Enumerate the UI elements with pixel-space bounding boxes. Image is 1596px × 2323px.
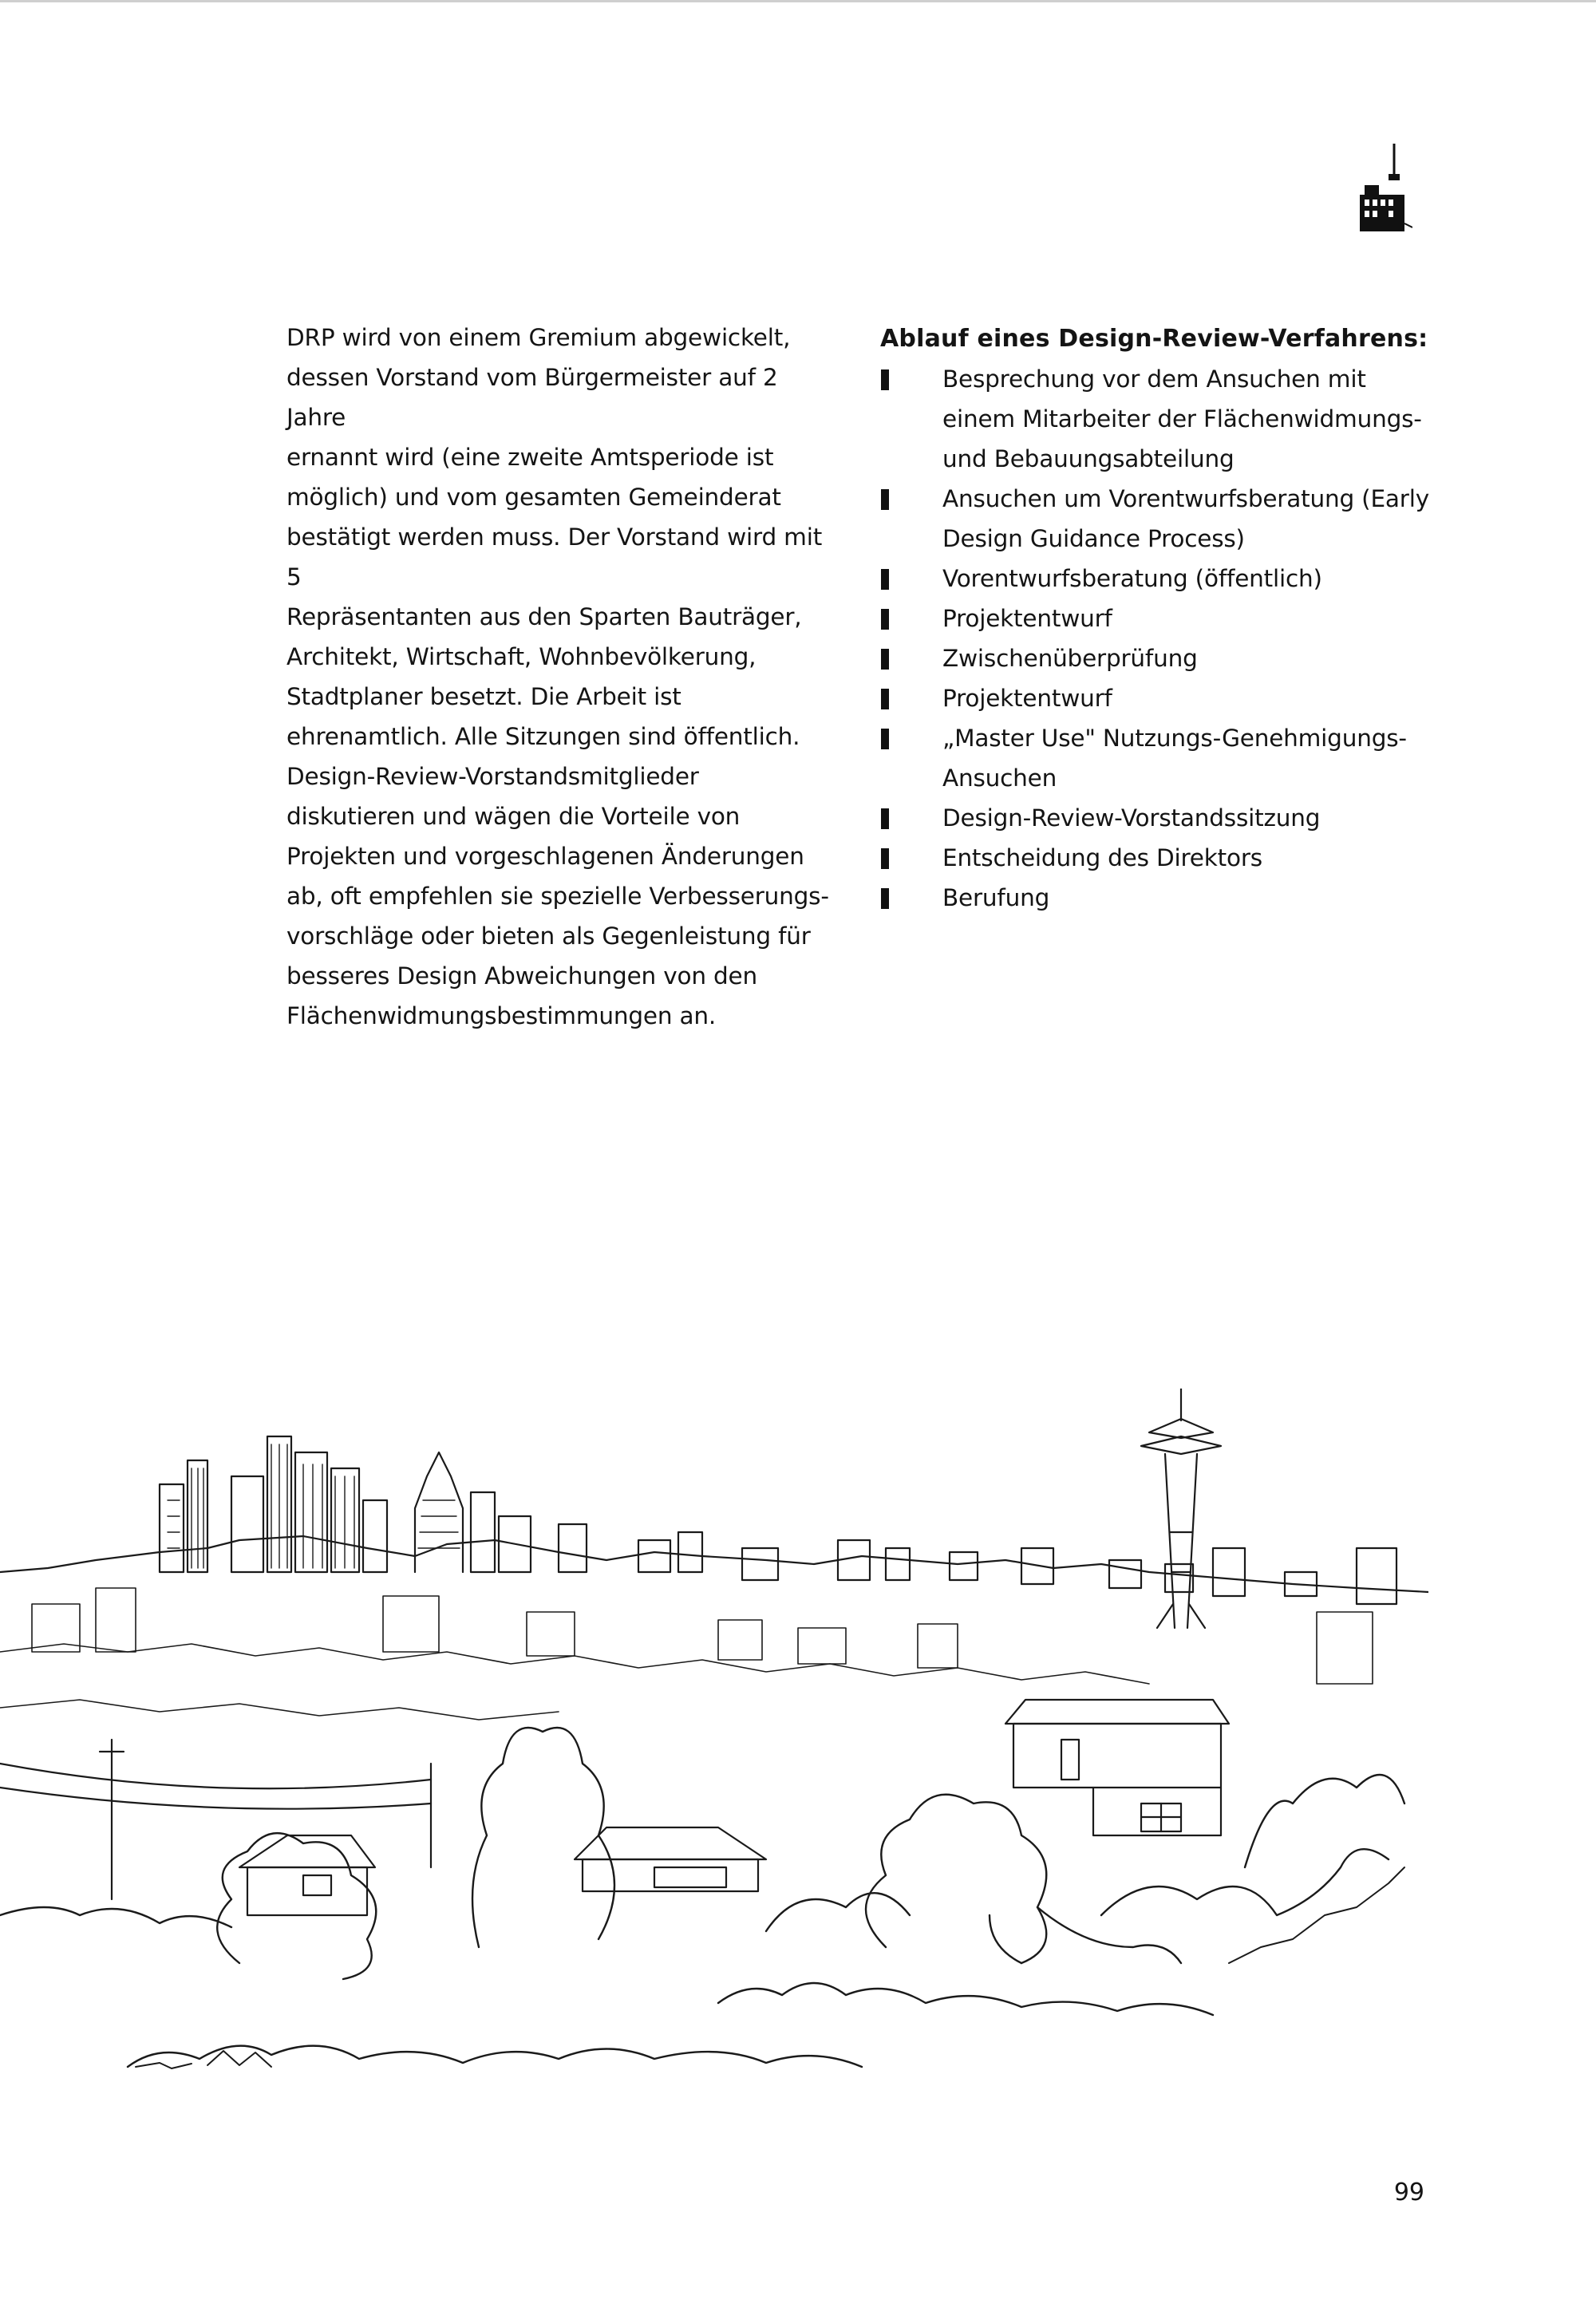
list-item: Berufung <box>880 878 1439 918</box>
bullet-icon <box>881 369 889 390</box>
bullet-icon <box>881 848 889 869</box>
ground-scribble <box>136 1867 1404 2068</box>
left-column <box>286 318 829 1036</box>
bullet-icon <box>881 569 889 590</box>
list-item: Projektentwurf <box>880 678 1439 718</box>
procedure-heading: Ablauf eines Design-Review-Verfahrens: <box>880 325 1428 353</box>
city-skyline-sketch-icon <box>0 1389 1428 2091</box>
list-item: „Master Use" Nutzungs-Genehmigungs- Ansuchen <box>880 718 1439 798</box>
foreground-houses <box>239 1827 766 1915</box>
right-column <box>880 319 1439 918</box>
foreground-trees <box>0 1728 1404 2067</box>
bullet-icon <box>881 489 889 510</box>
list-item: Ansuchen um Vorentwurfsberatung (Early Design Guidance Process) <box>880 479 1439 559</box>
list-item: Entscheidung des Direktors <box>880 838 1439 878</box>
list-item: Vorentwurfsberatung (öffentlich) <box>880 559 1439 599</box>
procedure-steps-list <box>880 359 1439 918</box>
bullet-icon <box>881 888 889 909</box>
bullet-icon <box>881 649 889 670</box>
bullet-icon <box>881 609 889 630</box>
bullet-icon <box>881 808 889 829</box>
page-top-edge <box>0 0 1596 2</box>
board-description-paragraph: DRP wird von einem Gremium abgewickelt, dessen Vorstand vom Bürgermeister auf 2 Jahre ernannt wird (eine zweite Amtsperiode ist möglich) und vom gesamten Gemeinderat bestätigt werden muss. Der Vorstand wird mit 5 Repräsentanten aus den Sparten Bauträger, Architekt, Wirtschaft, Wohnbevölkerung, Stadtplaner besetzt. Die Arbeit ist ehrenamtlich. Alle Sitzungen sind öffentlich. Design-Review-Vorstandsmitglieder diskutieren und wägen die Vorteile von Projekten und vorgeschlagenen Änderungen ab, oft empfehlen sie spezielle Verbesserungs- vorschläge oder bieten als Gegenleistung für besseres Design Abweichungen von den Flächenwidmungsbestimmungen an. <box>286 324 829 1029</box>
list-item: Zwischenüberprüfung <box>880 638 1439 678</box>
list-item: Besprechung vor dem Ansuchen mit einem Mitarbeiter der Flächenwidmungs- und Bebauungsabteilung <box>880 359 1439 479</box>
bullet-icon <box>881 689 889 709</box>
downtown-towers <box>0 1436 1428 1604</box>
page-number: 99 <box>1393 2179 1424 2206</box>
building-logo-icon <box>1357 144 1412 231</box>
list-item: Projektentwurf <box>880 599 1439 638</box>
hillside-house <box>1005 1700 1229 1835</box>
bullet-icon <box>881 729 889 749</box>
list-item: Design-Review-Vorstandssitzung <box>880 798 1439 838</box>
